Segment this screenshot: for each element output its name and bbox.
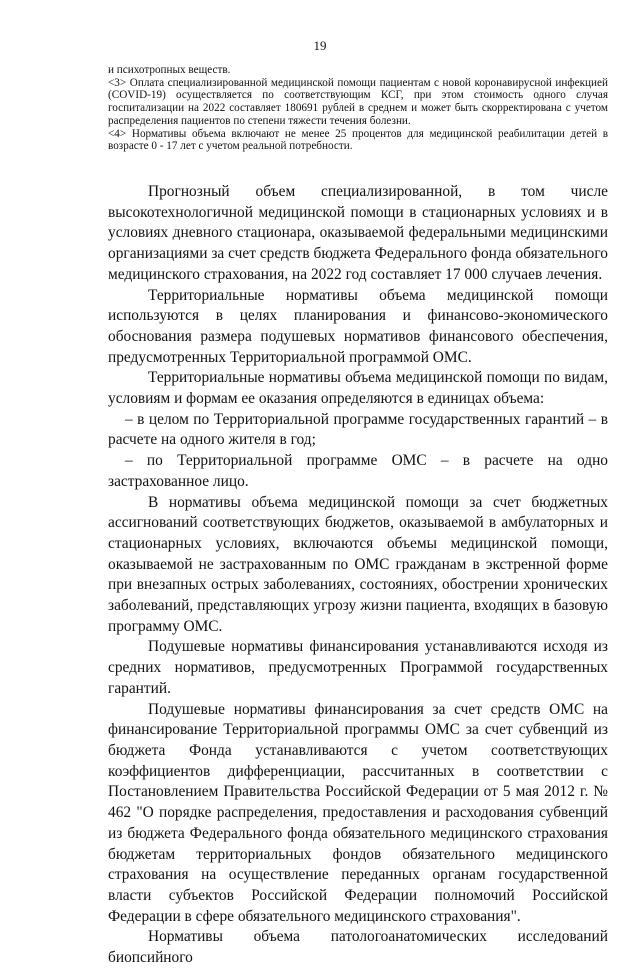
paragraph-territorial-norms-usage: Территориальные нормативы объема медицинской помощи используются в целях планирования и финансово-экономического обоснования размера подушевых нормативов финансового обеспечения, предусмотренных Территориальной программой ОМС. (108, 286, 608, 366)
paragraph-forecast-volume: Прогнозный объем специализированной, в том числе высокотехнологичной медицинской помощи в стационарных условиях и в условиях дневного стационара, оказываемой федеральными медицинскими организациями за счет средств бюджета Федерального фонда обязательного медицинского страхования, на 2022 год составляет 17 000 случаев лечения. (108, 183, 608, 283)
paragraph-per-capita-norms: Подушевые нормативы финансирования устанавливаются исходя из средних нормативов, предусмотренных Программой государственных гарантий. (108, 638, 608, 697)
list-item-per-resident: – в целом по Территориальной программе государственных гарантий – в расчете на одного жителя в год; (108, 410, 608, 449)
paragraph-units-of-volume: Территориальные нормативы объема медицинской помощи по видам, условиям и формам ее оказания определяются в единицах объема: (108, 369, 608, 408)
paragraph-oms-subventions: Подушевые нормативы финансирования за счет средств ОМС на финансирование Территориальной программы ОМС за счет субвенций из бюджета Фонда устанавливаются с учетом соответствующих коэффициентов дифференциации, рассчитанных в соответствии с Постановлением Правительства Российской Федерации от 5 мая 2012 г. № 462 "О порядке распределения, предоставления и расходования субвенций из бюджета Федерального фонда обязательного медицинского страхования бюджетам территориальных фондов обязательного медицинского страхования на осуществление переданных органам государственной власти субъектов Российской Федерации полномочий Российской Федерации в сфере обязательного медицинского страхования". (108, 700, 608, 925)
footnote-4: <4> Нормативы объема включают не менее 25 процентов для медицинской реабилитации детей в возрасте 0 - 17 лет с учетом реальной потребности. (108, 127, 608, 153)
list-item-per-insured: – по Территориальной программе ОМС – в расчете на одно застрахованное лицо. (108, 452, 608, 490)
footnotes (108, 64, 608, 153)
page-number: 19 (313, 38, 327, 53)
footnote-3: <3> Оплата специализированной медицинской помощи пациентам с новой коронавирусной инфекцией (COVID-19) осуществляется по соответствующим КСГ, при этом стоимость одного случая госпитализации на 2022 составляет 180691 рублей в среднем и может быть скорректирована с учетом распределения пациентов по степени тяжести течения болезни. (108, 76, 608, 127)
paragraph-pathology-norms: Нормативы объема патологоанатомических исследований биопсийного (108, 928, 608, 967)
body-text (108, 182, 608, 969)
paragraph-budget-allocations: В нормативы объема медицинской помощи за счет бюджетных ассигнований соответствующих бюджетов, оказываемой в амбулаторных и стационарных условиях, включаются объемы медицинской помощи, оказываемой не застрахованным по ОМС гражданам в экстренной форме при внезапных острых заболеваниях, состояниях, обострении хронических заболеваний, представляющих угрозу жизни пациента, входящих в базовую программу ОМС. (108, 493, 608, 635)
footnote-continuation: и психотропных веществ. (108, 64, 231, 76)
